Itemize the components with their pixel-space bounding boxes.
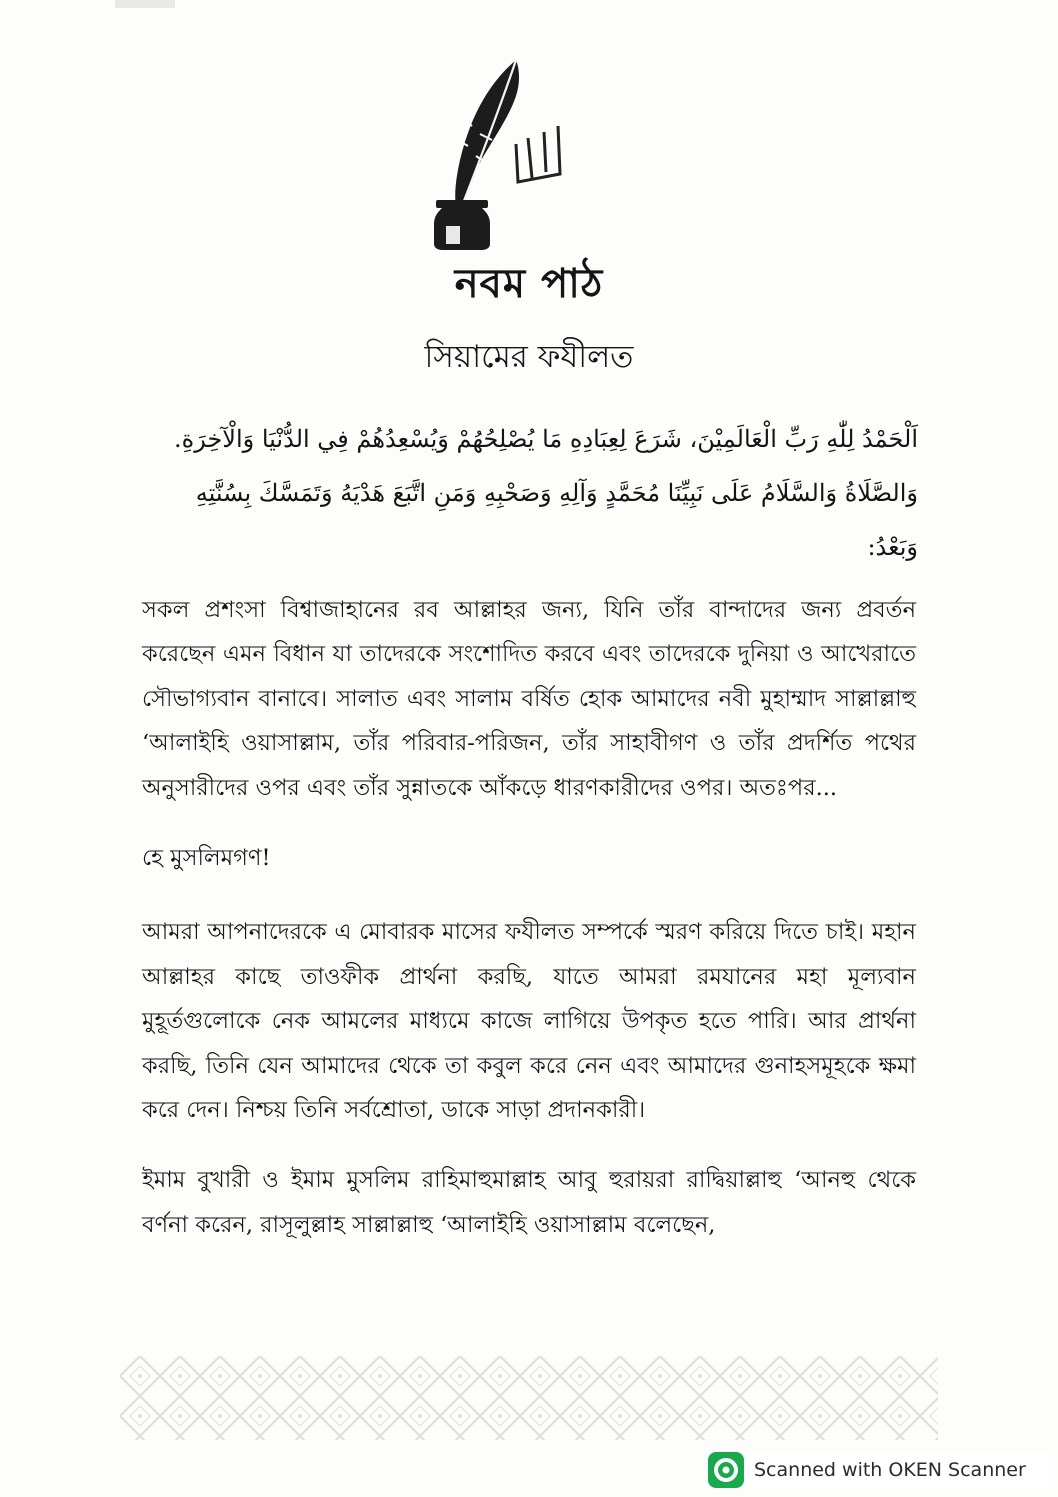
- arabic-opening: [140, 412, 918, 574]
- chapter-subtitle: সিয়ামের ফযীলত: [424, 339, 634, 375]
- arabic-line: اَلْحَمْدُ لِلّٰهِ رَبِّ الْعَالَمِيْنَ، شَرَعَ لِعِبَادِهِ مَا يُصْلِحُهُمْ وَيُسْعِدُهُمْ فِي الدُّنْيَا وَالْآخِرَةِ.: [174, 425, 918, 453]
- oken-scanner-logo-icon: [708, 1452, 744, 1488]
- scan-artifact: [115, 0, 175, 8]
- paragraph-praise: সকল প্রশংসা বিশ্বাজাহানের রব আল্লাহর জন্য, যিনি তাঁর বান্দাদের জন্য প্রবর্তন করেছেন এমন বিধান যা তাদেরকে সংশোদিত করবে এবং তাদেরকে দুনিয়া ও আখেরাতে সৌভাগ্যবান বানাবে। সালাত এবং সালাম বর্ষিত হোক আমাদের নবী মুহাম্মাদ সাল্লাল্লাহু ‘আলাইহি ওয়াসাল্লাম, তাঁর পরিবার-পরিজন, তাঁর সাহাবীগণ ও তাঁর প্রদর্শিত পথের অনুসারীদের ওপর এবং তাঁর সুন্নাতকে আঁকড়ে ধারণকারীদের ওপর। অতঃপর...: [142, 597, 916, 801]
- scanner-watermark: [708, 1452, 1048, 1488]
- quill-inkwell-icon: [420, 56, 580, 252]
- arabic-line: وَبَعْدُ:: [867, 533, 918, 561]
- body-text: [142, 588, 916, 1277]
- decorative-border: [120, 1356, 938, 1440]
- paragraph-reminder: আমরা আপনাদেরকে এ মোবারক মাসের ফযীলত সম্পর্কে স্মরণ করিয়ে দিতে চাই। মহান আল্লাহর কাছে তাওফীক প্রার্থনা করছি, যাতে আমরা রমযানের মহা মূল্যবান মুহূর্তগুলোকে নেক আমলের মাধ্যমে কাজে লাগিয়ে উপকৃত হতে পারি। আর প্রার্থনা করছি, তিনি যেন আমাদের থেকে তা কবুল করে নেন এবং আমাদের গুনাহসমূহকে ক্ষমা করে দেন। নিশ্চয় তিনি সর্বশ্রোতা, ডাকে সাড়া প্রদানকারী।: [142, 919, 916, 1124]
- paragraph-hadith-intro: ইমাম বুখারী ও ইমাম মুসলিম রাহিমাহুমাল্লাহ আবু হুরায়রা রাদ্বিয়াল্লাহু ‘আনহু থেকে বর্ণনা করেন, রাসূলুল্লাহ সাল্লাল্লাহু ‘আলাইহি ওয়াসাল্লাম বলেছেন,: [142, 1167, 916, 1238]
- scanner-label: Scanned with OKEN Scanner: [754, 1459, 1026, 1481]
- paragraph-address: হে মুসলিমগণ!: [142, 845, 271, 872]
- arabic-line: وَالصَّلَاةُ وَالسَّلَامُ عَلَى نَبِيِّنَا مُحَمَّدٍ وَآلِهِ وَصَحْبِهِ وَمَنِ اتَّبَعَ هَدْيَهُ وَتَمَسَّكَ بِسُنَّتِهِ: [195, 479, 918, 507]
- chapter-title: নবম পাঠ: [454, 260, 604, 307]
